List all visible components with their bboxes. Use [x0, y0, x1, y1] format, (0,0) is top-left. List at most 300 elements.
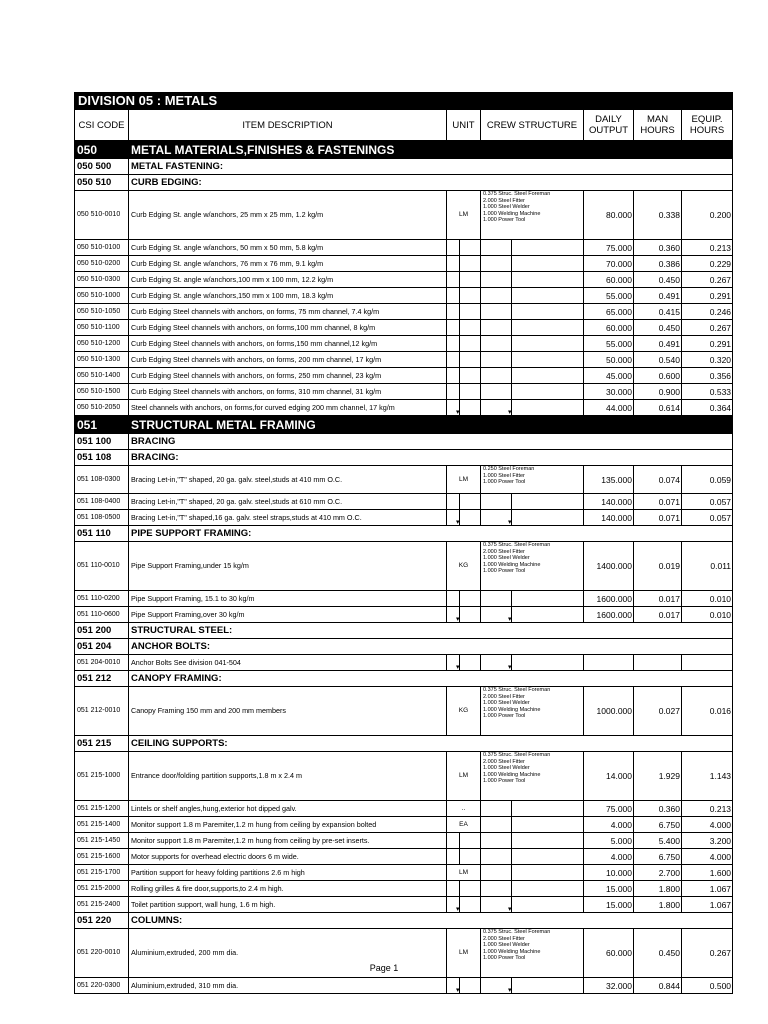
ditto-line — [511, 272, 512, 287]
unit — [447, 240, 481, 256]
man-hours: 0.071 — [634, 494, 682, 510]
csi-code: 050 510-1500 — [75, 384, 129, 400]
table-row — [75, 542, 733, 591]
csi-code: 051 215-1600 — [75, 849, 129, 865]
equip-hours: 0.500 — [682, 978, 733, 994]
table-row — [75, 655, 733, 671]
unit: LM — [447, 191, 481, 240]
section-title: STRUCTURAL STEEL: — [129, 623, 733, 639]
header-row — [75, 110, 733, 141]
unit — [447, 288, 481, 304]
ditto-line — [511, 494, 512, 509]
ditto-line — [511, 817, 512, 832]
equip-hours: 0.356 — [682, 368, 733, 384]
item-description: Aluminium,extruded, 200 mm dia. — [129, 929, 447, 978]
unit — [447, 384, 481, 400]
table-row — [75, 191, 733, 240]
division-name: STRUCTURAL METAL FRAMING — [129, 416, 733, 434]
equip-hours — [682, 655, 733, 671]
csi-code: 050 510-2050 — [75, 400, 129, 416]
man-hours: 0.491 — [634, 336, 682, 352]
unit — [447, 352, 481, 368]
section-code: 051 215 — [75, 736, 129, 752]
ditto-line — [511, 336, 512, 351]
crew-structure — [481, 352, 584, 368]
unit — [447, 607, 481, 623]
section-code: 051 200 — [75, 623, 129, 639]
daily-output: 10.000 — [584, 865, 634, 881]
ditto-line — [511, 288, 512, 303]
table-row — [75, 272, 733, 288]
crew-structure — [481, 272, 584, 288]
section-code: 050 500 — [75, 159, 129, 175]
man-hours: 0.017 — [634, 591, 682, 607]
daily-output: 135.000 — [584, 466, 634, 494]
daily-output: 44.000 — [584, 400, 634, 416]
csi-code: 051 215-1000 — [75, 752, 129, 801]
header-man-hours: MAN HOURS — [634, 110, 682, 141]
ditto-line — [459, 881, 460, 896]
item-description: Curb Edging St. angle w/anchors,100 mm x 100 mm, 12.2 kg/m — [129, 272, 447, 288]
equip-hours: 0.229 — [682, 256, 733, 272]
table-row — [75, 288, 733, 304]
crew-structure — [481, 240, 584, 256]
item-description: Curb Edging St. angle w/anchors, 76 mm x 76 mm, 9.1 kg/m — [129, 256, 447, 272]
unit — [447, 591, 481, 607]
unit — [447, 494, 481, 510]
unit: EA — [447, 817, 481, 833]
item-description: Partition support for heavy folding partitions 2.6 m high — [129, 865, 447, 881]
table-row — [75, 256, 733, 272]
section-title: METAL FASTENING: — [129, 159, 733, 175]
equip-hours: 1.067 — [682, 897, 733, 913]
man-hours: 0.360 — [634, 801, 682, 817]
man-hours: 0.415 — [634, 304, 682, 320]
csi-code: 050 510-0010 — [75, 191, 129, 240]
daily-output: 32.000 — [584, 978, 634, 994]
table-row — [75, 978, 733, 994]
ditto-line — [511, 304, 512, 319]
crew-structure: 0.250 Steel Foreman 1.000 Steel Fitter 1.000 Power Tool — [481, 466, 584, 494]
man-hours: 5.400 — [634, 833, 682, 849]
daily-output: 80.000 — [584, 191, 634, 240]
division-row — [75, 416, 733, 434]
table-row — [75, 510, 733, 526]
crew-structure — [481, 591, 584, 607]
table-row — [75, 400, 733, 416]
csi-code: 050 510-1300 — [75, 352, 129, 368]
item-description: Bracing Let-in,"T" shaped, 20 ga. galv. steel,studs at 410 mm O.C. — [129, 466, 447, 494]
man-hours: 0.614 — [634, 400, 682, 416]
man-hours: 0.386 — [634, 256, 682, 272]
daily-output: 5.000 — [584, 833, 634, 849]
crew-structure: 0.375 Struc. Steel Foreman 2.000 Steel Fitter 1.000 Steel Welder 1.000 Welding Machine 1.000 Power Tool — [481, 687, 584, 736]
man-hours: 0.450 — [634, 320, 682, 336]
header-csi-code: CSI CODE — [75, 110, 129, 141]
daily-output: 45.000 — [584, 368, 634, 384]
unit — [447, 978, 481, 994]
equip-hours: 0.213 — [682, 801, 733, 817]
equip-hours: 0.246 — [682, 304, 733, 320]
item-description: Toilet partition support, wall hung, 1.6 m high. — [129, 897, 447, 913]
table-row — [75, 881, 733, 897]
man-hours — [634, 655, 682, 671]
csi-code: 051 108-0400 — [75, 494, 129, 510]
item-description: Pipe Support Framing, 15.1 to 30 kg/m — [129, 591, 447, 607]
crew-structure — [481, 833, 584, 849]
csi-code: 051 220-0010 — [75, 929, 129, 978]
csi-code: 051 108-0300 — [75, 466, 129, 494]
table-row — [75, 849, 733, 865]
csi-code: 051 212-0010 — [75, 687, 129, 736]
man-hours: 0.450 — [634, 272, 682, 288]
ditto-line — [511, 865, 512, 880]
unit: KG — [447, 687, 481, 736]
division-name: METAL MATERIALS,FINISHES & FASTENINGS — [129, 141, 733, 159]
item-description: Curb Edging Steel channels with anchors, on forms,150 mm channel,12 kg/m — [129, 336, 447, 352]
ditto-arrow-icon: ▾ — [456, 987, 460, 994]
daily-output: 60.000 — [584, 320, 634, 336]
item-description: Curb Edging Steel channels with anchors, on forms, 75 mm channel, 7.4 kg/m — [129, 304, 447, 320]
section-title: PIPE SUPPORT FRAMING: — [129, 526, 733, 542]
crew-structure: 0.375 Struc. Steel Foreman 2.000 Steel Fitter 1.000 Steel Welder 1.000 Welding Machine 1.000 Power Tool — [481, 542, 584, 591]
unit — [447, 400, 481, 416]
header-daily-output: DAILY OUTPUT — [584, 110, 634, 141]
unit: LM — [447, 466, 481, 494]
crew-structure: 0.375 Struc. Steel Foreman 2.000 Steel Fitter 1.000 Steel Welder 1.000 Welding Machine 1.000 Power Tool — [481, 191, 584, 240]
crew-structure: 0.375 Struc. Steel Foreman 2.000 Steel Fitter 1.000 Steel Welder 1.000 Welding Machine 1.000 Power Tool — [481, 752, 584, 801]
daily-output — [584, 655, 634, 671]
item-description: Curb Edging St. angle w/anchors, 50 mm x 50 mm, 5.8 kg/m — [129, 240, 447, 256]
ditto-line — [511, 256, 512, 271]
csi-code: 051 215-1400 — [75, 817, 129, 833]
unit — [447, 510, 481, 526]
section-title: ANCHOR BOLTS: — [129, 639, 733, 655]
equip-hours: 0.010 — [682, 607, 733, 623]
unit — [447, 881, 481, 897]
csi-code: 050 510-1200 — [75, 336, 129, 352]
daily-output: 15.000 — [584, 881, 634, 897]
ditto-line — [511, 591, 512, 606]
page-footer: Page 1 — [369, 963, 399, 973]
unit — [447, 655, 481, 671]
unit — [447, 304, 481, 320]
daily-output: 140.000 — [584, 494, 634, 510]
man-hours: 0.019 — [634, 542, 682, 591]
equip-hours: 0.016 — [682, 687, 733, 736]
section-row — [75, 526, 733, 542]
section-code: 051 212 — [75, 671, 129, 687]
csi-code: 050 510-0300 — [75, 272, 129, 288]
item-description: Pipe Support Framing,under 15 kg/m — [129, 542, 447, 591]
item-description: Monitor support 1.8 m Paremiter,1.2 m hung from ceiling by pre-set inserts. — [129, 833, 447, 849]
man-hours: 0.360 — [634, 240, 682, 256]
man-hours: 6.750 — [634, 849, 682, 865]
crew-structure — [481, 494, 584, 510]
crew-structure — [481, 607, 584, 623]
csi-code: 051 215-1700 — [75, 865, 129, 881]
man-hours: 1.800 — [634, 881, 682, 897]
cost-table — [74, 92, 732, 994]
ditto-line — [511, 881, 512, 896]
ditto-line — [511, 320, 512, 335]
table-row — [75, 591, 733, 607]
equip-hours: 0.057 — [682, 510, 733, 526]
crew-structure — [481, 320, 584, 336]
unit: KG — [447, 542, 481, 591]
daily-output: 1400.000 — [584, 542, 634, 591]
table-row — [75, 368, 733, 384]
crew-structure — [481, 336, 584, 352]
ditto-arrow-icon: ▾ — [456, 409, 460, 416]
ditto-arrow-icon: ▾ — [508, 409, 512, 416]
header-unit: UNIT — [447, 110, 481, 141]
ditto-line — [511, 352, 512, 367]
csi-code: 051 220-0300 — [75, 978, 129, 994]
daily-output: 75.000 — [584, 801, 634, 817]
ditto-line — [459, 384, 460, 399]
equip-hours: 1.600 — [682, 865, 733, 881]
ditto-line — [459, 368, 460, 383]
section-code: 051 100 — [75, 434, 129, 450]
daily-output: 1600.000 — [584, 607, 634, 623]
equip-hours: 0.267 — [682, 320, 733, 336]
ditto-arrow-icon: ▾ — [508, 987, 512, 994]
item-description: Aluminium,extruded, 310 mm dia. — [129, 978, 447, 994]
unit — [447, 320, 481, 336]
csi-code: 050 510-1400 — [75, 368, 129, 384]
csi-code: 051 110-0600 — [75, 607, 129, 623]
unit — [447, 336, 481, 352]
man-hours: 0.027 — [634, 687, 682, 736]
section-title: COLUMNS: — [129, 913, 733, 929]
csi-code: 051 110-0200 — [75, 591, 129, 607]
section-row — [75, 175, 733, 191]
daily-output: 140.000 — [584, 510, 634, 526]
division-code: 050 — [75, 141, 129, 159]
csi-code: 051 215-2000 — [75, 881, 129, 897]
csi-code: 051 215-2400 — [75, 897, 129, 913]
csi-code: 051 204-0010 — [75, 655, 129, 671]
ditto-line — [511, 801, 512, 816]
crew-structure — [481, 256, 584, 272]
daily-output: 15.000 — [584, 897, 634, 913]
equip-hours: 0.267 — [682, 929, 733, 978]
ditto-line — [511, 849, 512, 864]
ditto-line — [459, 352, 460, 367]
man-hours: 0.540 — [634, 352, 682, 368]
daily-output: 75.000 — [584, 240, 634, 256]
ditto-line — [511, 368, 512, 383]
item-description: Bracing Let-in,"T" shaped,16 ga. galv. steel straps,studs at 410 mm O.C. — [129, 510, 447, 526]
unit: LM — [447, 929, 481, 978]
equip-hours: 0.010 — [682, 591, 733, 607]
table-row — [75, 336, 733, 352]
item-description: Bracing Let-in,"T" shaped, 20 ga. galv. steel,studs at 610 mm O.C. — [129, 494, 447, 510]
item-description: Curb Edging Steel channels with anchors, on forms, 250 mm channel, 23 kg/m — [129, 368, 447, 384]
section-row — [75, 450, 733, 466]
man-hours: 0.071 — [634, 510, 682, 526]
section-code: 051 108 — [75, 450, 129, 466]
csi-code: 051 110-0010 — [75, 542, 129, 591]
table-row — [75, 833, 733, 849]
ditto-line — [459, 833, 460, 848]
ditto-arrow-icon: ▾ — [456, 664, 460, 671]
daily-output: 1600.000 — [584, 591, 634, 607]
table-row — [75, 865, 733, 881]
ditto-line — [459, 849, 460, 864]
crew-structure — [481, 304, 584, 320]
section-title: CURB EDGING: — [129, 175, 733, 191]
unit — [447, 368, 481, 384]
table-row — [75, 817, 733, 833]
division-code: 051 — [75, 416, 129, 434]
section-title: BRACING — [129, 434, 733, 450]
daily-output: 55.000 — [584, 336, 634, 352]
table-row — [75, 494, 733, 510]
unit: LM — [447, 865, 481, 881]
table-row — [75, 466, 733, 494]
section-row — [75, 434, 733, 450]
ditto-line — [511, 833, 512, 848]
item-description: Steel channels with anchors, on forms,for curved edging 200 mm channel, 17 kg/m — [129, 400, 447, 416]
csi-code: 050 510-1100 — [75, 320, 129, 336]
section-code: 051 220 — [75, 913, 129, 929]
ditto-arrow-icon: ▾ — [456, 519, 460, 526]
section-row — [75, 639, 733, 655]
equip-hours: 4.000 — [682, 849, 733, 865]
daily-output: 1000.000 — [584, 687, 634, 736]
unit — [447, 833, 481, 849]
daily-output: 55.000 — [584, 288, 634, 304]
header-item-description: ITEM DESCRIPTION — [129, 110, 447, 141]
equip-hours: 1.067 — [682, 881, 733, 897]
section-title: CEILING SUPPORTS: — [129, 736, 733, 752]
equip-hours: 0.213 — [682, 240, 733, 256]
daily-output: 60.000 — [584, 929, 634, 978]
unit — [447, 897, 481, 913]
man-hours: 0.844 — [634, 978, 682, 994]
header-equip-hours: EQUIP. HOURS — [682, 110, 733, 141]
man-hours: 0.017 — [634, 607, 682, 623]
item-description: Curb Edging Steel channels with anchors, on forms, 200 mm channel, 17 kg/m — [129, 352, 447, 368]
equip-hours: 0.057 — [682, 494, 733, 510]
crew-structure — [481, 817, 584, 833]
equip-hours: 0.291 — [682, 336, 733, 352]
ditto-line — [459, 494, 460, 509]
item-description: Curb Edging St. angle w/anchors,150 mm x 100 mm, 18.3 kg/m — [129, 288, 447, 304]
csi-code: 051 215-1450 — [75, 833, 129, 849]
ditto-line — [459, 256, 460, 271]
table-row — [75, 352, 733, 368]
equip-hours: 0.059 — [682, 466, 733, 494]
item-description: Lintels or shelf angles,hung,exterior hot dipped galv. — [129, 801, 447, 817]
item-description: Curb Edging St. angle w/anchors, 25 mm x 25 mm, 1.2 kg/m — [129, 191, 447, 240]
ditto-arrow-icon: ▾ — [508, 664, 512, 671]
equip-hours: 0.291 — [682, 288, 733, 304]
ditto-line — [511, 240, 512, 255]
item-description: Entrance door/folding partition supports,1.8 m x 2.4 m — [129, 752, 447, 801]
man-hours: 0.900 — [634, 384, 682, 400]
section-code: 050 510 — [75, 175, 129, 191]
crew-structure — [481, 288, 584, 304]
crew-structure — [481, 978, 584, 994]
equip-hours: 0.267 — [682, 272, 733, 288]
division-row — [75, 141, 733, 159]
crew-structure — [481, 897, 584, 913]
item-description: Canopy Framing 150 mm and 200 mm members — [129, 687, 447, 736]
crew-structure — [481, 368, 584, 384]
man-hours: 0.450 — [634, 929, 682, 978]
ditto-line — [459, 288, 460, 303]
daily-output: 65.000 — [584, 304, 634, 320]
item-description: Curb Edging Steel channels with anchors, on forms,100 mm channel, 8 kg/m — [129, 320, 447, 336]
item-description: Curb Edging Steel channels with anchors, on forms, 310 mm channel, 31 kg/m — [129, 384, 447, 400]
equip-hours: 3.200 — [682, 833, 733, 849]
man-hours: 1.800 — [634, 897, 682, 913]
table-row — [75, 240, 733, 256]
item-description: Motor supports for overhead electric doors 6 m wide. — [129, 849, 447, 865]
csi-code: 050 510-1000 — [75, 288, 129, 304]
man-hours: 0.600 — [634, 368, 682, 384]
equip-hours: 0.200 — [682, 191, 733, 240]
ditto-line — [459, 591, 460, 606]
man-hours: 0.074 — [634, 466, 682, 494]
ditto-arrow-icon: ▾ — [456, 616, 460, 623]
crew-structure — [481, 400, 584, 416]
man-hours: 6.750 — [634, 817, 682, 833]
daily-output: 70.000 — [584, 256, 634, 272]
table-row — [75, 607, 733, 623]
table-row — [75, 320, 733, 336]
section-row — [75, 623, 733, 639]
ditto-line — [511, 384, 512, 399]
daily-output: 4.000 — [584, 849, 634, 865]
daily-output: 50.000 — [584, 352, 634, 368]
daily-output: 30.000 — [584, 384, 634, 400]
ditto-line — [459, 240, 460, 255]
daily-output: 14.000 — [584, 752, 634, 801]
daily-output: 4.000 — [584, 817, 634, 833]
unit — [447, 272, 481, 288]
csi-code: 051 108-0500 — [75, 510, 129, 526]
table-row — [75, 752, 733, 801]
man-hours: 1.929 — [634, 752, 682, 801]
division-title-row — [75, 93, 733, 110]
equip-hours: 0.533 — [682, 384, 733, 400]
unit: .. — [447, 801, 481, 817]
section-row — [75, 159, 733, 175]
section-title: CANOPY FRAMING: — [129, 671, 733, 687]
crew-structure — [481, 801, 584, 817]
item-description: Rolling grilles & fire door,supports,to 2.4 m high. — [129, 881, 447, 897]
csi-code: 051 215-1200 — [75, 801, 129, 817]
csi-code: 050 510-1050 — [75, 304, 129, 320]
table-row — [75, 384, 733, 400]
table-row — [75, 304, 733, 320]
ditto-arrow-icon: ▾ — [456, 906, 460, 913]
crew-structure — [481, 510, 584, 526]
section-code: 051 110 — [75, 526, 129, 542]
header-crew-structure: CREW STRUCTURE — [481, 110, 584, 141]
unit — [447, 849, 481, 865]
section-row — [75, 913, 733, 929]
ditto-line — [459, 272, 460, 287]
crew-structure: 0.375 Struc. Steel Foreman 2.000 Steel Fitter 1.000 Steel Welder 1.000 Welding Machine 1.000 Power Tool — [481, 929, 584, 978]
item-description: Pipe Support Framing,over 30 kg/m — [129, 607, 447, 623]
section-row — [75, 736, 733, 752]
section-title: BRACING: — [129, 450, 733, 466]
